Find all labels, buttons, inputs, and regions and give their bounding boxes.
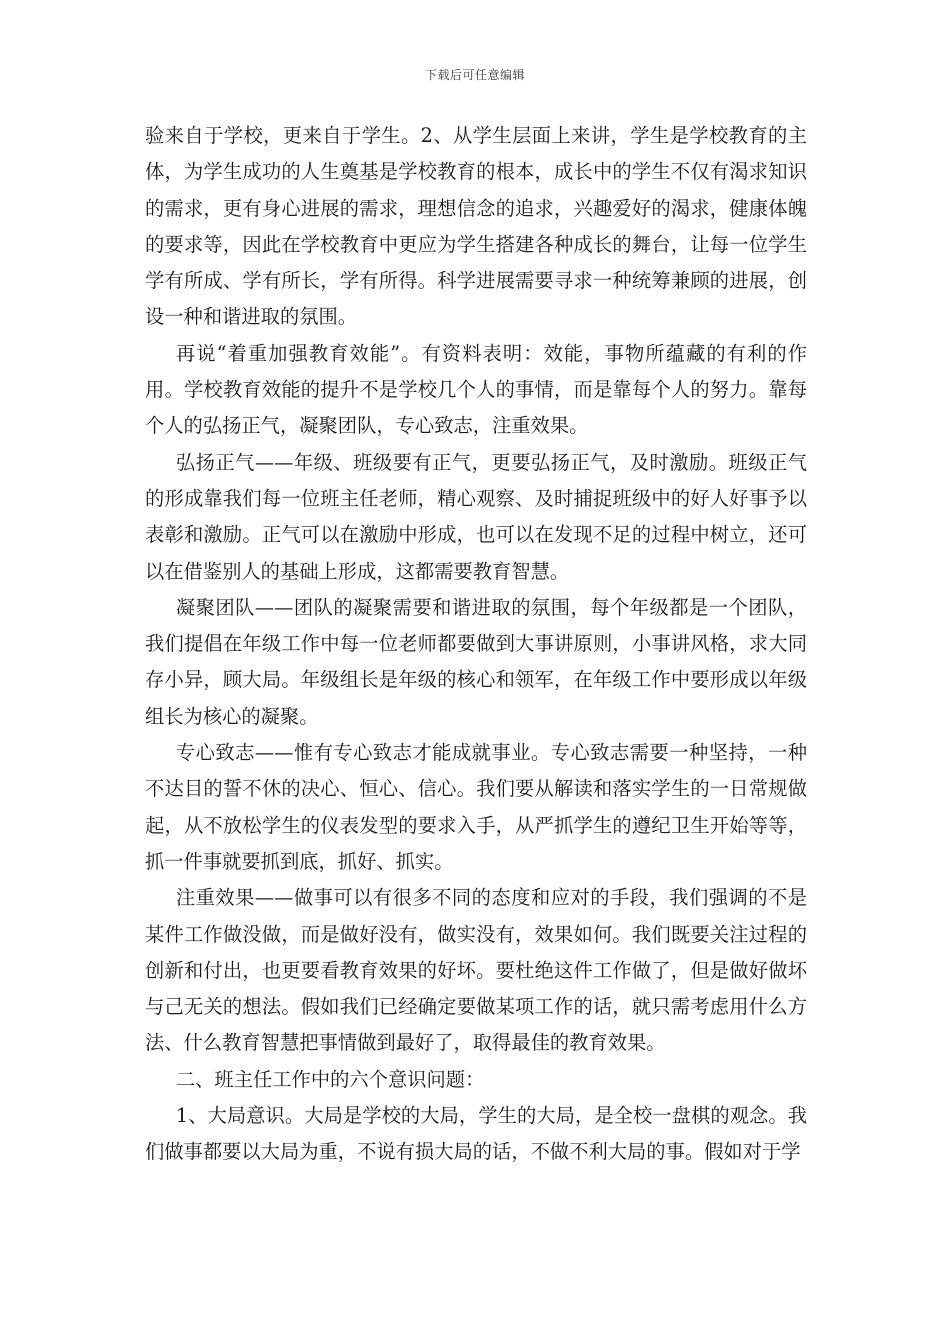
section-heading: 二、班主任工作中的六个意识问题： (175, 1067, 485, 1091)
document-body (145, 118, 807, 1171)
paragraph-7: 1、大局意识。大局是学校的大局，学生的大局，是全校一盘棋的观念。我们做事都要以大局为重，不说有损大局的话，不做不利大局的事。假如对于学 (145, 1104, 807, 1164)
paragraph-1: 验来自于学校，更来自于学生。2、从学生层面上来讲，学生是学校教育的主体，为学生成功的人生奠基是学校教育的根本，成长中的学生不仅有渴求知识的需求，更有身心进展的需求，理想信念的追求，兴趣爱好的渴求，健康体魄的要求等，因此在学校教育中更应为学生搭建各种成长的舞台，让每一位学生学有所成、学有所长，学有所得。科学进展需要寻求一种统筹兼顾的进展，创设一种和谐进取的氛围。 (145, 124, 807, 329)
paragraph-3: 弘扬正气——年级、班级要有正气，更要弘扬正气，及时激励。班级正气的形成靠我们每一位班主任老师，精心观察、及时捕捉班级中的好人好事予以表彰和激励。正气可以在激励中形成，也可以在发现不足的过程中树立，还可以在借鉴别人的基础上形成，这都需要教育智慧。 (145, 450, 807, 583)
paragraph-6: 注重效果——做事可以有很多不同的态度和应对的手段，我们强调的不是某件工作做没做，而是做好没有，做实没有，效果如何。我们既要关注过程的创新和付出，也更要看教育效果的好坏。要杜绝这件工作做了，但是做好做坏与己无关的想法。假如我们已经确定要做某项工作的话，就只需考虑用什么方法、什么教育智慧把事情做到最好了，取得最佳的教育效果。 (145, 886, 807, 1055)
page-header: 下载后可任意编辑 (424, 68, 525, 82)
paragraph-4: 凝聚团队——团队的凝聚需要和谐进取的氛围，每个年级都是一个团队，我们提倡在年级工作中每一位老师都要做到大事讲原则，小事讲风格，求大同存小异，顾大局。年级组长是年级的核心和领军，在年级工作中要形成以年级组长为核心的凝聚。 (145, 595, 807, 728)
paragraph-5: 专心致志——惟有专心致志才能成就事业。专心致志需要一种坚持，一种不达目的誓不休的决心、恒心、信心。我们要从解读和落实学生的一日常规做起，从不放松学生的仪表发型的要求入手，从严抓学生的遵纪卫生开始等等，抓一件事就要抓到底，抓好、抓实。 (145, 741, 807, 873)
paragraph-2: 再说“着重加强教育效能”。有资料表明：效能，事物所蕴藏的有利的作用。学校教育效能的提升不是学校几个人的事情，而是靠每个人的努力。靠每个人的弘扬正气，凝聚团队，专心致志，注重效果。 (145, 341, 807, 438)
